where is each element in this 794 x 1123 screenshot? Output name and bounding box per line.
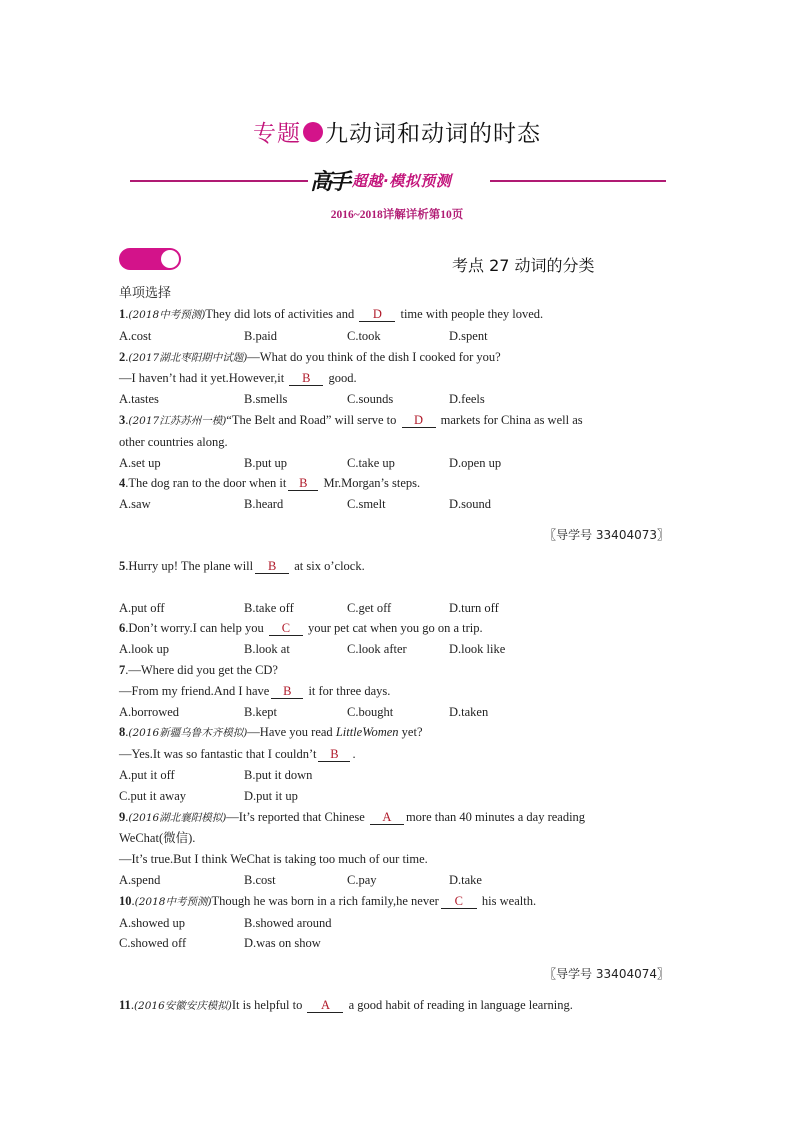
options-row: C.put it away D.put it up	[119, 788, 298, 803]
answer-blank: C	[441, 894, 477, 909]
banner-mark	[310, 163, 490, 197]
question-stem: 2.(2017湖北枣阳期中试题)—What do you think of the dish I cooked for you?	[119, 349, 501, 364]
page-title	[0, 115, 794, 148]
question-line: —From my friend.And I have B it for three days.	[119, 683, 391, 698]
question-stem: 1.(2018中考预测)They did lots of activities and D time with people they loved.	[119, 307, 544, 321]
section-title: 考点 27 动词的分类	[452, 256, 595, 275]
answer-blank: A	[370, 810, 404, 825]
title-text: 九动词和动词的时态	[325, 121, 541, 147]
question-stem: 4.The dog ran to the door when it B Mr.Morgan’s steps.	[119, 476, 421, 491]
answer-blank: B	[289, 371, 323, 386]
page-reference: 2016~2018详解详析第10页	[330, 209, 464, 221]
banner-calligraphy: 高手	[310, 168, 349, 195]
question-stem: 9.(2016湖北襄阳模拟)—It’s reported that Chinese A more than 40 minutes a day reading	[119, 809, 586, 824]
options-row: A.showed up B.showed around	[119, 915, 332, 930]
question-line: —Yes.It was so fantastic that I couldn’t B .	[119, 747, 356, 762]
question-line: WeChat(微信).	[119, 831, 196, 846]
answer-blank: C	[269, 621, 303, 636]
options-row: A.look up B.look at C.look after D.look like	[119, 642, 506, 657]
title-prefix: 专题	[253, 121, 301, 147]
question-line: —It’s true.But I think WeChat is taking too much of our time.	[119, 852, 428, 867]
question-stem: 11.(2016安徽安庆模拟)It is helpful to A a good habit of reading in language learning.	[119, 997, 573, 1012]
question-stem: 8.(2016新疆乌鲁木齐模拟)—Have you read LittleWomen yet?	[119, 725, 423, 740]
question-stem: 6.Don’t worry.I can help you C your pet cat when you go on a trip.	[119, 621, 483, 636]
answer-blank: B	[271, 684, 303, 699]
answer-blank: B	[255, 559, 289, 574]
section-heading: 单项选择	[119, 286, 172, 301]
options-row: C.showed off D.was on show	[119, 936, 321, 951]
options-row: A.cost B.paid C.took D.spent	[119, 328, 488, 343]
answer-blank: A	[307, 998, 343, 1013]
options-row: A.set up B.put up C.take up D.open up	[119, 455, 502, 470]
question-line: —I haven’t had it yet.However,it B good.	[119, 371, 357, 386]
banner-line-left	[130, 180, 308, 182]
options-row: A.saw B.heard C.smelt D.sound	[119, 497, 492, 512]
question-stem: 5.Hurry up! The plane will B at six o’clock.	[119, 558, 365, 573]
question-line: other countries along.	[119, 434, 228, 449]
options-row: A.tastes B.smells C.sounds D.feels	[119, 392, 485, 407]
guide-number: 〖导学号 33404074〗	[544, 967, 669, 982]
options-row: A.spend B.cost C.pay D.take	[119, 872, 482, 887]
options-row: A.put off B.take off C.get off D.turn off	[119, 600, 499, 615]
answer-blank: D	[359, 307, 395, 322]
banner-slogan: 超越·模拟预测	[352, 171, 452, 190]
banner-line-right	[490, 180, 666, 182]
section-toggle-icon	[119, 248, 181, 270]
question-stem: 3.(2017江苏苏州一模)“The Belt and Road” will serve to D markets for China as well as	[119, 412, 583, 427]
banner	[130, 163, 666, 197]
options-row: A.put it off B.put it down	[119, 767, 313, 782]
question-list	[119, 284, 669, 1017]
options-row: A.borrowed B.kept C.bought D.taken	[119, 704, 489, 719]
question-stem: 10.(2018中考预测)Though he was born in a rich family,he never C his wealth.	[119, 893, 537, 908]
circle-icon	[303, 122, 323, 142]
guide-number: 〖导学号 33404073〗	[544, 527, 669, 542]
answer-blank: B	[288, 476, 318, 491]
question-stem: 7.—Where did you get the CD?	[119, 662, 278, 677]
answer-blank: D	[402, 413, 436, 428]
answer-blank: B	[318, 747, 350, 762]
